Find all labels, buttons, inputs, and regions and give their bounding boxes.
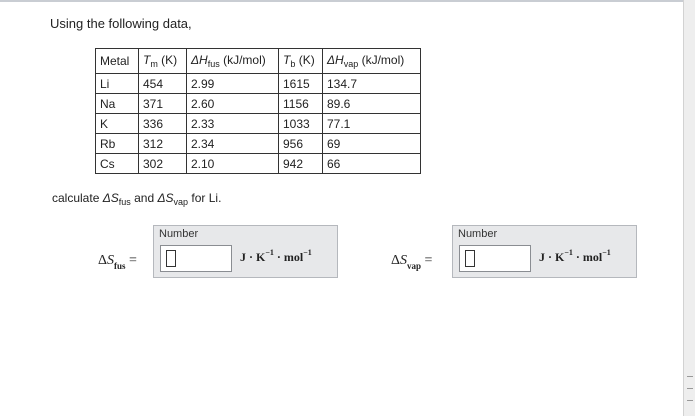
scrollbar-tick [687,400,693,401]
table-row [96,154,421,174]
cell-metal: Na [96,94,139,114]
cell-hfus: 2.99 [187,74,279,94]
cell-metal: Cs [96,154,139,174]
input-caret [465,250,475,267]
cell-hfus: 2.33 [187,114,279,134]
cell-hfus: 2.10 [187,154,279,174]
cell-tb: 1033 [279,114,323,134]
cell-hvap: 134.7 [323,74,421,94]
question-text: calculate $\Delta S_{fus}$ and $\Delta S_{vap}$ for Li. [52,191,222,207]
cell-tm: 312 [139,134,187,154]
header-tb: $T_b$ (K) [279,49,323,74]
cell-metal: K [96,114,139,134]
cell-tm: 371 [139,94,187,114]
scrollbar[interactable] [683,0,695,416]
unit-label: $J \cdot K^{-1} \cdot mol^{-1}$ [539,248,611,264]
delta-s-fus-input[interactable] [160,245,232,272]
answer-box-vap [452,225,637,278]
scrollbar-tick [687,376,693,377]
cell-tb: 1156 [279,94,323,114]
header-hvap: $\Delta H_{vap}$ (kJ/mol) [323,49,421,74]
cell-tb: 1615 [279,74,323,94]
cell-hvap: 77.1 [323,114,421,134]
cell-metal: Rb [96,134,139,154]
cell-tm: 454 [139,74,187,94]
table-row [96,114,421,134]
cell-tm: 302 [139,154,187,174]
delta-s-fus-label: $\Delta S_{fus}$ = [98,253,137,271]
cell-hfus: 2.34 [187,134,279,154]
table-row [96,94,421,114]
intro-text: Using the following data, [50,16,192,31]
data-table [95,48,421,174]
table-header-row [96,49,421,74]
cell-hfus: 2.60 [187,94,279,114]
number-label: Number [159,228,199,240]
cell-metal: Li [96,74,139,94]
header-hfus: $\Delta H_{fus}$ (kJ/mol) [187,49,279,74]
cell-hvap: 66 [323,154,421,174]
header-metal: Metal [96,49,139,74]
cell-tm: 336 [139,114,187,134]
cell-tb: 942 [279,154,323,174]
top-divider [0,0,683,2]
cell-hvap: 89.6 [323,94,421,114]
scrollbar-tick [687,388,693,389]
delta-s-vap-input[interactable] [459,245,531,272]
header-tm: $T_m$ (K) [139,49,187,74]
cell-tb: 956 [279,134,323,154]
table-row [96,134,421,154]
unit-label: $J \cdot K^{-1} \cdot mol^{-1}$ [240,248,312,264]
cell-hvap: 69 [323,134,421,154]
number-label: Number [458,228,498,240]
answer-box-fus [153,225,338,278]
table-row [96,74,421,94]
delta-s-vap-label: $\Delta S_{vap}$ = [391,253,433,271]
input-caret [166,250,176,267]
